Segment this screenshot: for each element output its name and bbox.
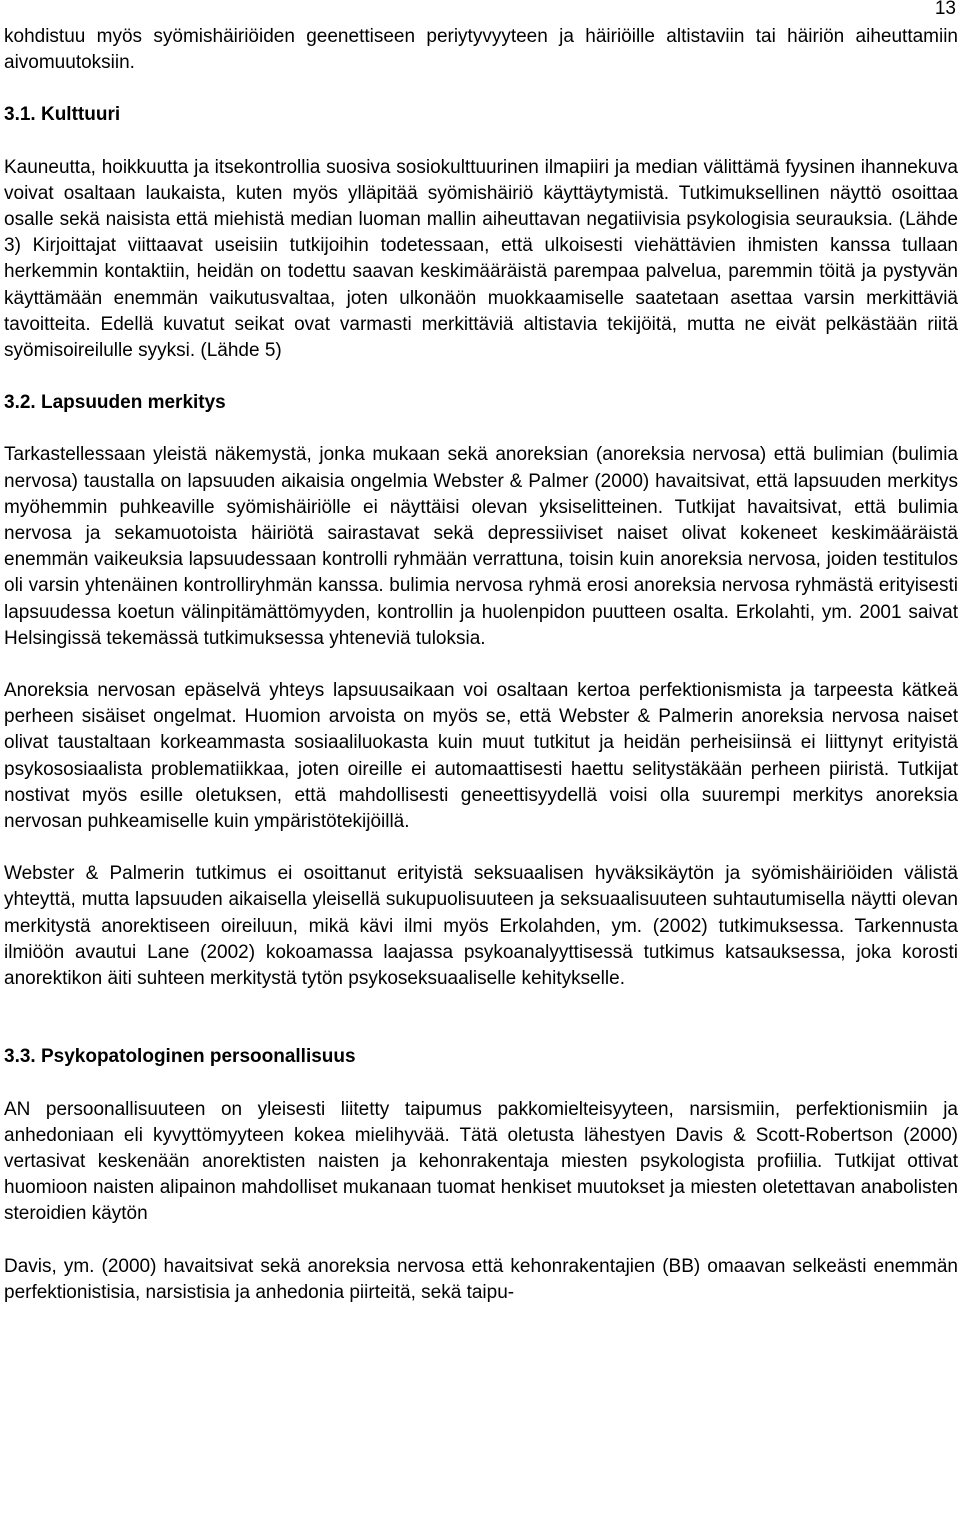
paragraph-intro-continuation: kohdistuu myös syömishäiriöiden geenettiseen periytyvyyteen ja häiriöille altistaviin tai häiriön aiheuttamiin aivomuutoksiin. [4, 26, 958, 74]
page-number: 13 [934, 0, 956, 19]
section-heading-psykopatologinen-persoonallisuus: 3.3. Psykopatologinen persoonallisuus [4, 1046, 356, 1068]
paragraph-lapsuus-2: Anoreksia nervosan epäselvä yhteys lapsuusaikaan voi osaltaan kertoa perfektionismista ja tarpeesta kätkeä perheen sisäiset ongelmat. Huomion arvoista on myös se, että Webster & Palmerin anoreksia nervosa naiset olivat taustaltaan korkeammasta sosiaaliluokasta kuin muut tutkitut ja heidän perheisiinsä ei liittynyt erityistä psykososiaalista problematiikkaa, joten oireille ei automaattisesti haettu selitystäkään perheen piiristä. Tutkijat nostivat myös esille oletuksen, että mahdollisesti geneettisyydellä voisi olla suurempi merkitys anoreksia nervosan puhkeamiselle kuin ympäristötekijöillä. [4, 680, 958, 833]
paragraph-persoonallisuus-1: AN persoonallisuuteen on yleisesti liitetty taipumus pakkomielteisyyteen, narsismiin, perfektionismiin ja anhedoniaan eli kyvyttömyyteen kokea mielihyvää. Tätä oletusta lähestyen Davis & Scott-Robertson (2000) vertasivat keskenään anorektisten naisten ja kehonrakentaja miesten psykologista profiilia. Tutkijat ottivat huomioon naisten alipainon mahdolliset mukanaan tuomat henkiset muutokset ja miesten oletettavan anabolisten steroidien käytön [4, 1098, 958, 1225]
paragraph-kulttuuri: Kauneutta, hoikkuutta ja itsekontrollia suosiva sosiokulttuurinen ilmapiiri ja median välittämä fyysinen ihannekuva voivat osaltaan laukaista, kuten myös ylläpitää syömishäiriö käyttäytymistä. Tutkimuksellinen näyttö osoittaa osalle sekä naisista että miehistä median luoman mallin aiheuttavan negatiivisia psykologisia seurauksia. (Lähde 3) Kirjoittajat viittaavat useisiin tutkijoihin todetessaan, että ulkoisesti viehättävien ihmisten kanssa tullaan herkemmin kontaktiin, heidän on todettu saavan keskimääräistä parempaa palvelua, paremmin töitä ja pystyvän käyttämään enemmän vaikutusvaltaa, joten ulkonäön muokkaamiselle saatetaan asettaa varsin merkittäviä tavoitteita. Edellä kuvatut seikat ovat varmasti merkittäviä altistavia tekijöitä, mutta ne eivät pelkästään riitä syömisoireilulle syyksi. (Lähde 5) [4, 156, 958, 362]
paragraph-lapsuus-1: Tarkastellessaan yleistä näkemystä, jonka mukaan sekä anoreksian (anoreksia nervosa) että bulimian (bulimia nervosa) taustalla on lapsuuden aikaisia ongelmia Webster & Palmer (2000) havaitsivat, että lapsuuden merkitys myöhemmin puhkeaville syömishäiriölle ei näyttäisi olevan yksiselitteinen. Tutkijat havaitsivat, että bulimia nervosa ja sekamuotoista häiriötä sairastavat sekä depressiiviset naiset olivat kokeneet keskimääräistä enemmän vaikeuksia lapsuudessaan kontrolli ryhmään verrattuna, toisin kuin anoreksia nervosa, joiden testitulos oli varsin yhtenäinen kontrolliryhmän kanssa. bulimia nervosa ryhmä erosi anoreksia nervosa ryhmästä erityisesti lapsuudessa koetun välinpitämättömyyden, kontrollin ja huolenpidon puutteen osalta. Erkolahti, ym. 2001 saivat Helsingissä tekemässä tutkimuksessa yhteneviä tuloksia. [4, 444, 958, 649]
page-content [4, 24, 958, 1306]
paragraph-lapsuus-3: Webster & Palmerin tutkimus ei osoittanut erityistä seksuaalisen hyväksikäytön ja syömishäiriöiden välistä yhteyttä, mutta lapsuuden aikaisella yleisellä sukupuolisuuteen ja seksuaalisuuteen suhtautumisella näytti olevan merkitystä anorektiseen oireiluun, mikä kävi ilmi myös Erkolahden, ym. (2002) tutkimuksessa. Tarkennusta ilmiöön avautui Lane (2002) kokoamassa laajassa psykoanalyyttisessä tutkimus katsauksessa, joka korosti anorektikon äiti suhteen merkitystä tytön psykoseksuaaliselle kehitykselle. [4, 863, 958, 990]
paragraph-persoonallisuus-2: Davis, ym. (2000) havaitsivat sekä anoreksia nervosa että kehonrakentajien (BB) omaavan selkeästi enemmän perfektionistisia, narsistisia ja anhedonia piirteitä, sekä taipu- [4, 1255, 958, 1303]
section-heading-lapsuuden-merkitys: 3.2. Lapsuuden merkitys [4, 392, 226, 414]
section-heading-kulttuuri: 3.1. Kulttuuri [4, 104, 121, 126]
